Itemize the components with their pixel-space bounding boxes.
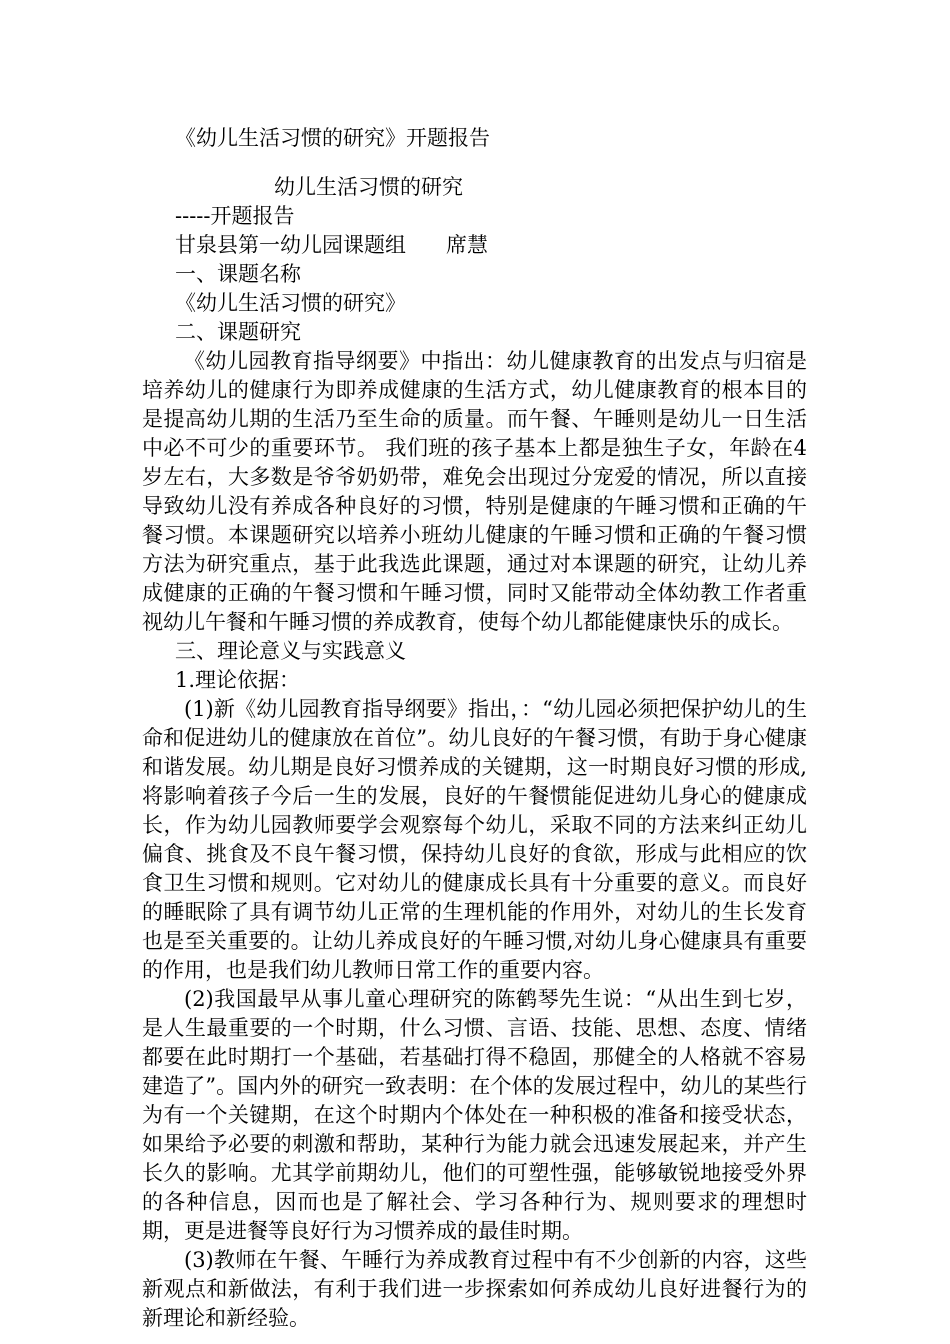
- paragraph-1: (1)新《幼儿园教育指导纲要》指出，：“幼儿园必须把保护幼儿的生命和促进幼儿的健康放在首位”。幼儿良好的午餐习惯，有助于身心健康和谐发展。幼儿期是良好习惯养成的关键期，这一时期良好习惯的形成,将影响着孩子今后一生的发展，良好的午餐惯能促进幼儿身心的健康成长，作为幼儿园教师要学会观察每个幼儿，采取不同的方法来纠正幼儿偏食、挑食及不良午餐习惯，保持幼儿良好的食欲，形成与此相应的饮食卫生习惯和规则。它对幼儿的健康成长具有十分重要的意义。而良好的睡眠除了具有调节幼儿正常的生理机能的作用外，对幼儿的生长发育也是至关重要的。让幼儿养成良好的午睡习惯,对幼儿身心健康具有重要的作用，也是我们幼儿教师日常工作的重要内容。: [142, 697, 807, 982]
- section3-sub1: 1.理论依据：: [175, 668, 301, 692]
- document-body: [142, 173, 807, 1333]
- document-subtitle: 幼儿生活习惯的研究: [274, 175, 463, 199]
- author-line: [175, 231, 807, 260]
- section1-heading: 一、课题名称: [175, 262, 301, 286]
- paragraph-2: (2)我国最早从事儿童心理研究的陈鹤琴先生说：“从出生到七岁，是人生最重要的一个时期，什么习惯、言语、技能、思想、态度、情绪都要在此时期打一个基础，若基础打得不稳固，那健全的人格就不容易建造了”。国内外的研究一致表明：在个体的发展过程中，幼儿的某些行为有一个关键期，在这个时期内个体处在一种积极的准备和接受状态，如果给予必要的刺激和帮助，某种行为能力就会迅速发展起来，并产生长久的影响。尤其学前期幼儿，他们的可塑性强，能够敏锐地接受外界的各种信息，因而也是了解社会、学习各种行为、规则要求的理想时期，更是进餐等良好行为习惯养成的最佳时期。: [142, 987, 807, 1243]
- section2-body: 《幼儿园教育指导纲要》中指出：幼儿健康教育的出发点与归宿是培养幼儿的健康行为即养成健康的生活方式，幼儿健康教育的根本目的是提高幼儿期的生活乃至生命的质量。而午餐、午睡则是幼儿一日生活中必不可少的重要环节。 我们班的孩子基本上都是独生子女，年龄在4岁左右，大多数是爷爷奶奶带，难免会出现过分宠爱的情况，所以直接导致幼儿没有养成各种良好的习惯，特别是健康的午睡习惯和正确的午餐习惯。本课题研究以培养小班幼儿健康的午睡习惯和正确的午餐习惯方法为研究重点，基于此我选此课题，通过对本课题的研究，让幼儿养成健康的正确的午餐习惯和午睡习惯，同时又能带动全体幼教工作者重视幼儿午餐和午睡习惯的养成教育，使每个幼儿都能健康快乐的成长。: [142, 349, 807, 634]
- author-org: 甘泉县第一幼儿园课题组: [175, 233, 406, 257]
- section1-body: 《幼儿生活习惯的研究》: [175, 291, 406, 315]
- document-title: 《幼儿生活习惯的研究》开题报告: [175, 126, 490, 150]
- paragraph-3: (3)教师在午餐、午睡行为养成教育过程中有不少创新的内容，这些新观点和新做法，有利于我们进一步探索如何养成幼儿良好进餐行为的新理论和新经验。: [142, 1248, 807, 1330]
- document-subtitle-note: -----开题报告: [175, 204, 295, 228]
- section2-heading: 二、课题研究: [175, 320, 301, 344]
- section3-heading: 三、理论意义与实践意义: [175, 639, 406, 663]
- author-name: 席慧: [446, 233, 488, 257]
